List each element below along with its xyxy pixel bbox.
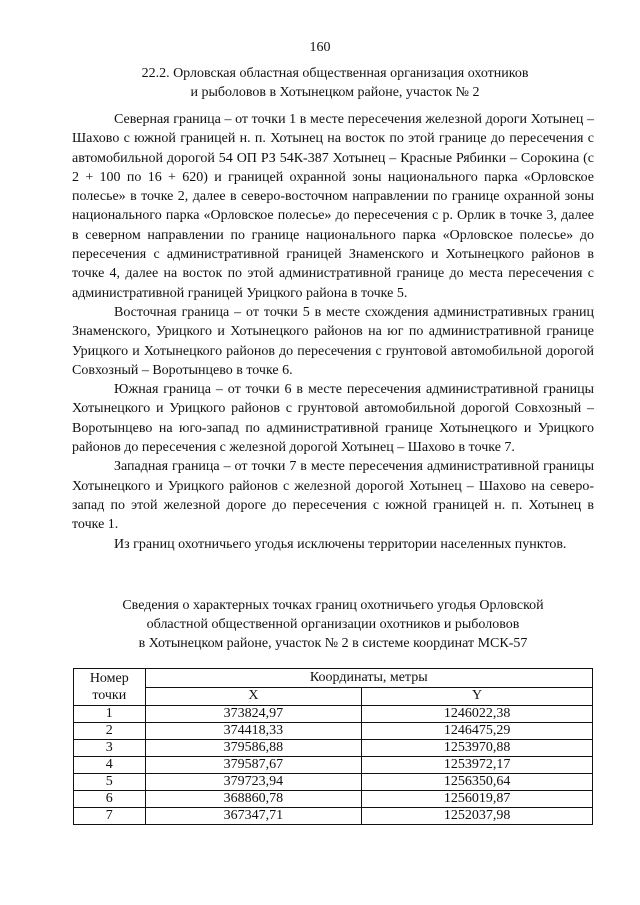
table-row bbox=[74, 706, 593, 723]
header-point-number bbox=[74, 669, 146, 706]
table-row bbox=[74, 808, 593, 825]
table-row bbox=[74, 757, 593, 774]
table-subheader-row bbox=[74, 687, 593, 706]
table-row bbox=[74, 791, 593, 808]
cell-y: 1246022,38 bbox=[362, 706, 593, 723]
cell-x: 368860,78 bbox=[145, 791, 362, 808]
cell-point-number: 2 bbox=[74, 723, 146, 740]
paragraph-south-boundary: Южная граница – от точки 6 в месте пересечения административной границы Хотынецкого и Урицкого районов с грунтовой автомобильной дорогой Совхозный – Воротынцево на юго-запад по административной границе Хотынецкого и Урицкого районов до пересечения с железной дорогой Хотынец – Шахово в точке 7. bbox=[72, 382, 594, 456]
coordinates-table bbox=[73, 668, 593, 825]
table-caption-line-1: Сведения о характерных точках границ охотничьего угодья Орловской bbox=[122, 598, 544, 613]
table-caption-line-3: в Хотынецком районе, участок № 2 в системе координат МСК-57 bbox=[138, 636, 528, 651]
table-caption bbox=[72, 596, 594, 653]
header-number-line-2: точки bbox=[92, 688, 127, 703]
cell-x: 379586,88 bbox=[145, 740, 362, 757]
cell-x: 373824,97 bbox=[145, 706, 362, 723]
header-x: X bbox=[145, 687, 362, 706]
cell-x: 367347,71 bbox=[145, 808, 362, 825]
cell-y: 1246475,29 bbox=[362, 723, 593, 740]
cell-point-number: 3 bbox=[74, 740, 146, 757]
cell-point-number: 5 bbox=[74, 774, 146, 791]
cell-point-number: 4 bbox=[74, 757, 146, 774]
cell-x: 379587,67 bbox=[145, 757, 362, 774]
heading-line-2: и рыболовов в Хотынецком районе, участок № 2 bbox=[190, 85, 480, 100]
paragraph-north-boundary: Северная граница – от точки 1 в месте пересечения железной дороги Хотынец – Шахово с южной границей н. п. Хотынец на восток по этой границе до пересечения с автомобильной дорогой 54 ОП РЗ 54К-387 Хотынец – Красные Рябинки – Сорокина (с 2 + 100 по 16 + 620) и границей охранной зоны национального парка «Орловское полесье» в точке 2, далее в северо-восточном направлении по границе охранной зоны национального парка «Орловское полесье» до пересечения с р. Орлик в точке 3, далее в северном направлении по границе национального парка «Орловское полесье» до пересечения с административной границей Знаменского и Хотынецкого районов в точке 4, далее на восток по этой административной границе до места пересечения с административной границей Урицкого района в точке 5. bbox=[72, 112, 594, 301]
cell-x: 374418,33 bbox=[145, 723, 362, 740]
paragraph-west-boundary: Западная граница – от точки 7 в месте пересечения административной границы Хотынецкого и Урицкого районов с железной дорогой Хотынец – Шахово на северо-запад по этой железной дороге до пересечения с южной границей н. п. Хотынец в точке 1. bbox=[72, 459, 594, 533]
cell-point-number: 6 bbox=[74, 791, 146, 808]
paragraph-east-boundary: Восточная граница – от точки 5 в месте схождения административных границ Знаменского, Урицкого и Хотынецкого районов на юг по административной границе Урицкого и Хотынецкого районов до пересечения с грунтовой автомобильной дорогой Совхозный – Воротынцево в точке 6. bbox=[72, 304, 594, 378]
cell-point-number: 1 bbox=[74, 706, 146, 723]
table-caption-line-2: областной общественной организации охотников и рыболовов bbox=[146, 617, 520, 632]
table-row bbox=[74, 723, 593, 740]
boundary-description bbox=[72, 110, 594, 554]
header-number-line-1: Номер bbox=[89, 671, 129, 686]
cell-y: 1256019,87 bbox=[362, 791, 593, 808]
paragraph-exclusions: Из границ охотничьего угодья исключены территории населенных пунктов. bbox=[114, 536, 567, 552]
cell-x: 379723,94 bbox=[145, 774, 362, 791]
section-heading bbox=[80, 64, 590, 102]
cell-y: 1252037,98 bbox=[362, 808, 593, 825]
cell-y: 1256350,64 bbox=[362, 774, 593, 791]
header-y: Y bbox=[362, 687, 593, 706]
cell-y: 1253970,88 bbox=[362, 740, 593, 757]
cell-y: 1253972,17 bbox=[362, 757, 593, 774]
header-coordinates: Координаты, метры bbox=[145, 669, 592, 688]
page-number: 160 bbox=[309, 40, 331, 55]
table-row bbox=[74, 774, 593, 791]
table-header-row bbox=[74, 669, 593, 688]
table-row bbox=[74, 740, 593, 757]
heading-line-1: 22.2. Орловская областная общественная организация охотников bbox=[141, 66, 529, 81]
cell-point-number: 7 bbox=[74, 808, 146, 825]
